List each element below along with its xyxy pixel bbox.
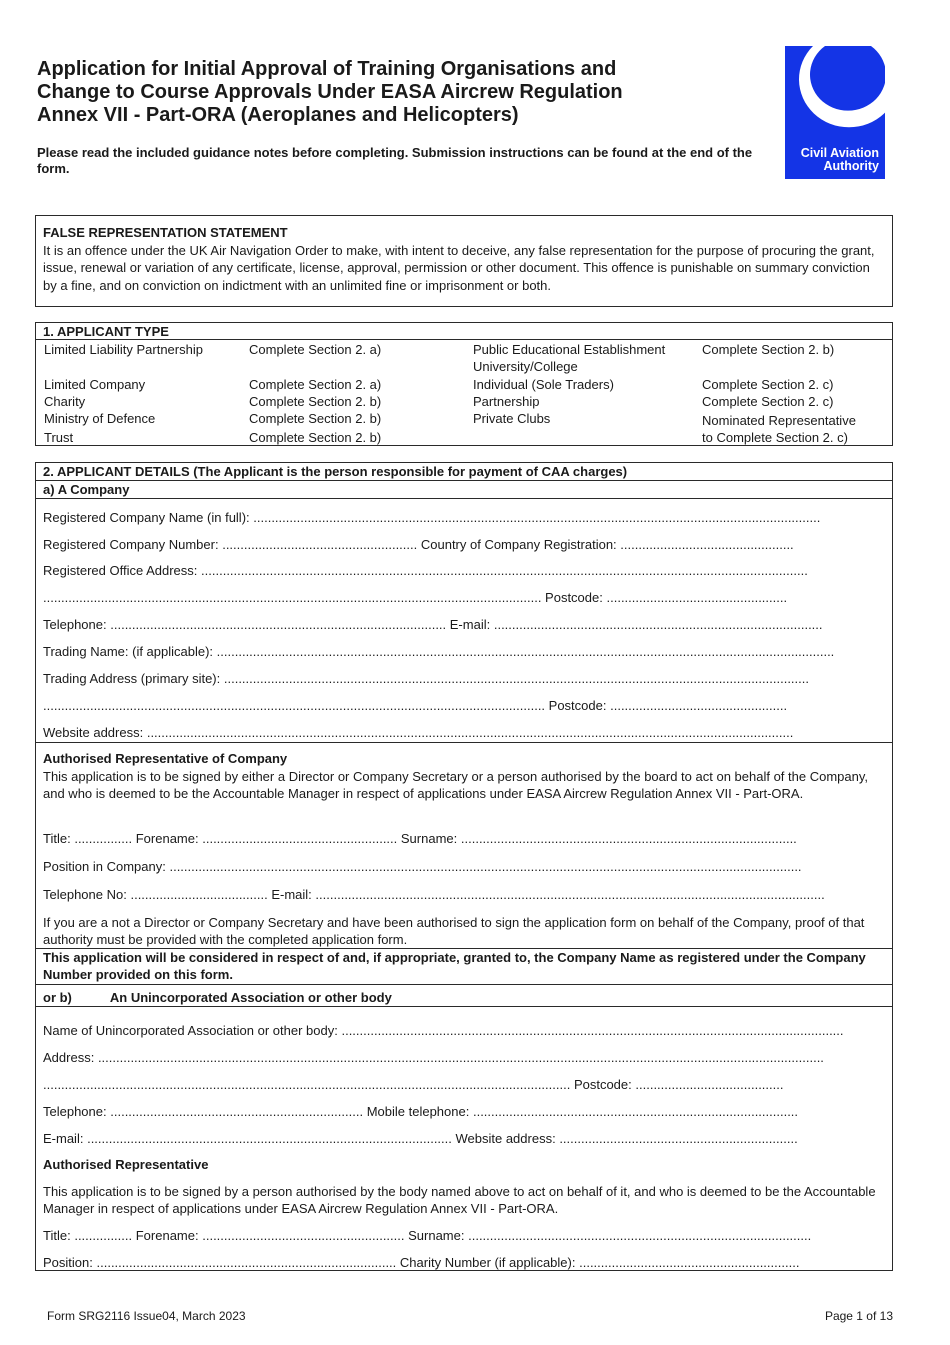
- page-number: Page 1 of 13: [824, 1309, 893, 1323]
- instructions: Please read the included guidance notes before completing. Submission instructions can be found at the end of the form.: [37, 145, 753, 176]
- action-cell: Complete Section 2. a): [249, 377, 382, 392]
- auth-rep-text: This application is to be signed by either a Director or Company Secretary or a person authorised by the board to act on behalf of the Company, and who is deemed to be the Accountable Manager in respect of applications under EASA Aircrew Regulation Annex VII - Part-ORA.: [43, 769, 868, 801]
- rep-authority-note: If you are a not a Director or Company Secretary and have been authorised to sign the application form on behalf of the Company, proof of that authority must be provided with the completed application form.: [43, 915, 865, 947]
- action-cell: Complete Section 2. b): [249, 411, 382, 426]
- type-cell: Trust: [44, 430, 74, 445]
- company-telephone-field[interactable]: Telephone: ............................................................................................. E-mail: ...........................................................................................: [43, 617, 823, 632]
- registered-office-field[interactable]: Registered Office Address: ........................................................................................................................................................................: [43, 563, 808, 578]
- section2: [35, 462, 893, 1271]
- rep-name-field[interactable]: Title: ................ Forename: ...................................................... Surname: .............................................................................................: [43, 831, 797, 846]
- type-cell: Public Educational Establishment: [473, 342, 666, 357]
- association-email-field[interactable]: E-mail: ..................................................................................................... Website address: ..................................................................: [43, 1131, 798, 1146]
- association-rep-text: This application is to be signed by a person authorised by the body named above to act on behalf of it, and who is deemed to be the Accountable Manager in respect of applications under EASA Aircrew Regulation Annex VII - Part-ORA.: [43, 1184, 876, 1216]
- office-address-line-2[interactable]: .......................................................................................................................................... Postcode: ..................................................: [43, 590, 788, 605]
- trading-name-field[interactable]: Trading Name: (if applicable): ...........................................................................................................................................................................: [43, 644, 835, 659]
- trading-address-field[interactable]: Trading Address (primary site): ..................................................................................................................................................................: [43, 671, 809, 686]
- action-cell: to Complete Section 2. c): [702, 430, 848, 445]
- action-cell: Nominated Representative: [702, 413, 856, 428]
- action-cell: Complete Section 2. c): [702, 394, 834, 409]
- association-rep-heading: Authorised Representative: [43, 1157, 209, 1172]
- company-notice: This application will be considered in respect of and, if appropriate, granted to, the Company Name as registered under the Company Number provided on this form.: [43, 950, 866, 982]
- title-line: Change to Course Approvals Under EASA Aircrew Regulation: [37, 81, 623, 103]
- auth-rep-heading: Authorised Representative of Company: [43, 751, 288, 766]
- section2-heading: 2. APPLICANT DETAILS (The Applicant is the person responsible for payment of CAA charges): [43, 464, 628, 479]
- association-address-field[interactable]: Address: .........................................................................................................................................................................................................: [43, 1050, 824, 1065]
- type-cell: Partnership: [473, 394, 540, 409]
- logo-text: Civil Aviation Authority: [800, 146, 879, 173]
- rep-telephone-field[interactable]: Telephone No: ...................................... E-mail: .............................................................................................................................................: [43, 887, 825, 902]
- title-line: Annex VII - Part-ORA (Aeroplanes and Helicopters): [37, 104, 519, 126]
- trading-address-line-2[interactable]: ........................................................................................................................................... Postcode: .................................................: [43, 698, 788, 713]
- association-rep-name-field[interactable]: Title: ................ Forename: ........................................................ Surname: ...............................................................................................: [43, 1228, 812, 1243]
- company-heading: a) A Company: [43, 482, 130, 497]
- action-cell: Complete Section 2. c): [702, 377, 834, 392]
- caa-logo: [785, 46, 885, 179]
- association-rep-position-field[interactable]: Position: ................................................................................... Charity Number (if applicable): .............................................................: [43, 1255, 800, 1270]
- association-name-field[interactable]: Name of Unincorporated Association or other body: ...........................................................................................................................................: [43, 1023, 844, 1038]
- title-line: Application for Initial Approval of Training Organisations and: [37, 58, 617, 80]
- association-heading: or b) An Unincorporated Association or other body: [43, 990, 392, 1005]
- action-cell: Complete Section 2. b): [249, 430, 382, 445]
- type-cell: University/College: [473, 359, 578, 374]
- association-address-line-2[interactable]: .................................................................................................................................................. Postcode: .........................................: [43, 1077, 784, 1092]
- type-cell: Ministry of Defence: [44, 411, 156, 426]
- type-cell: Limited Company: [44, 377, 146, 392]
- type-cell: Individual (Sole Traders): [473, 377, 614, 392]
- type-cell: Limited Liability Partnership: [44, 342, 203, 357]
- rep-position-field[interactable]: Position in Company: ...............................................................................................................................................................................: [43, 859, 802, 874]
- page-title: [37, 58, 757, 127]
- false-representation-statement: [35, 215, 893, 307]
- website-field[interactable]: Website address: ...................................................................................................................................................................................: [43, 725, 794, 740]
- action-cell: Complete Section 2. a): [249, 342, 382, 357]
- type-cell: Private Clubs: [473, 411, 551, 426]
- action-cell: Complete Section 2. b): [249, 394, 382, 409]
- company-name-field[interactable]: Registered Company Name (in full): .............................................................................................................................................................: [43, 510, 821, 525]
- form-reference: Form SRG2116 Issue04, March 2023: [47, 1309, 246, 1323]
- applicant-type-table: [35, 339, 893, 446]
- company-number-field[interactable]: Registered Company Number: ...................................................... Country of Company Registration: ................................................: [43, 537, 794, 552]
- action-cell: Complete Section 2. b): [702, 342, 835, 357]
- false-rep-heading: FALSE REPRESENTATION STATEMENT: [43, 225, 288, 240]
- section1-heading: 1. APPLICANT TYPE: [35, 322, 893, 340]
- false-rep-text: It is an offence under the UK Air Navigation Order to make, with intent to deceive, any false representation for the purpose of procuring the grant, issue, renewal or variation of any certificate, license, approval, permission or other document. This offence is punishable on summary conviction by a fine, and on conviction on indictment with an unlimited fine or imprisonment or both.: [43, 242, 875, 293]
- association-telephone-field[interactable]: Telephone: ...................................................................... Mobile telephone: ..........................................................................................: [43, 1104, 799, 1119]
- type-cell: Charity: [44, 394, 86, 409]
